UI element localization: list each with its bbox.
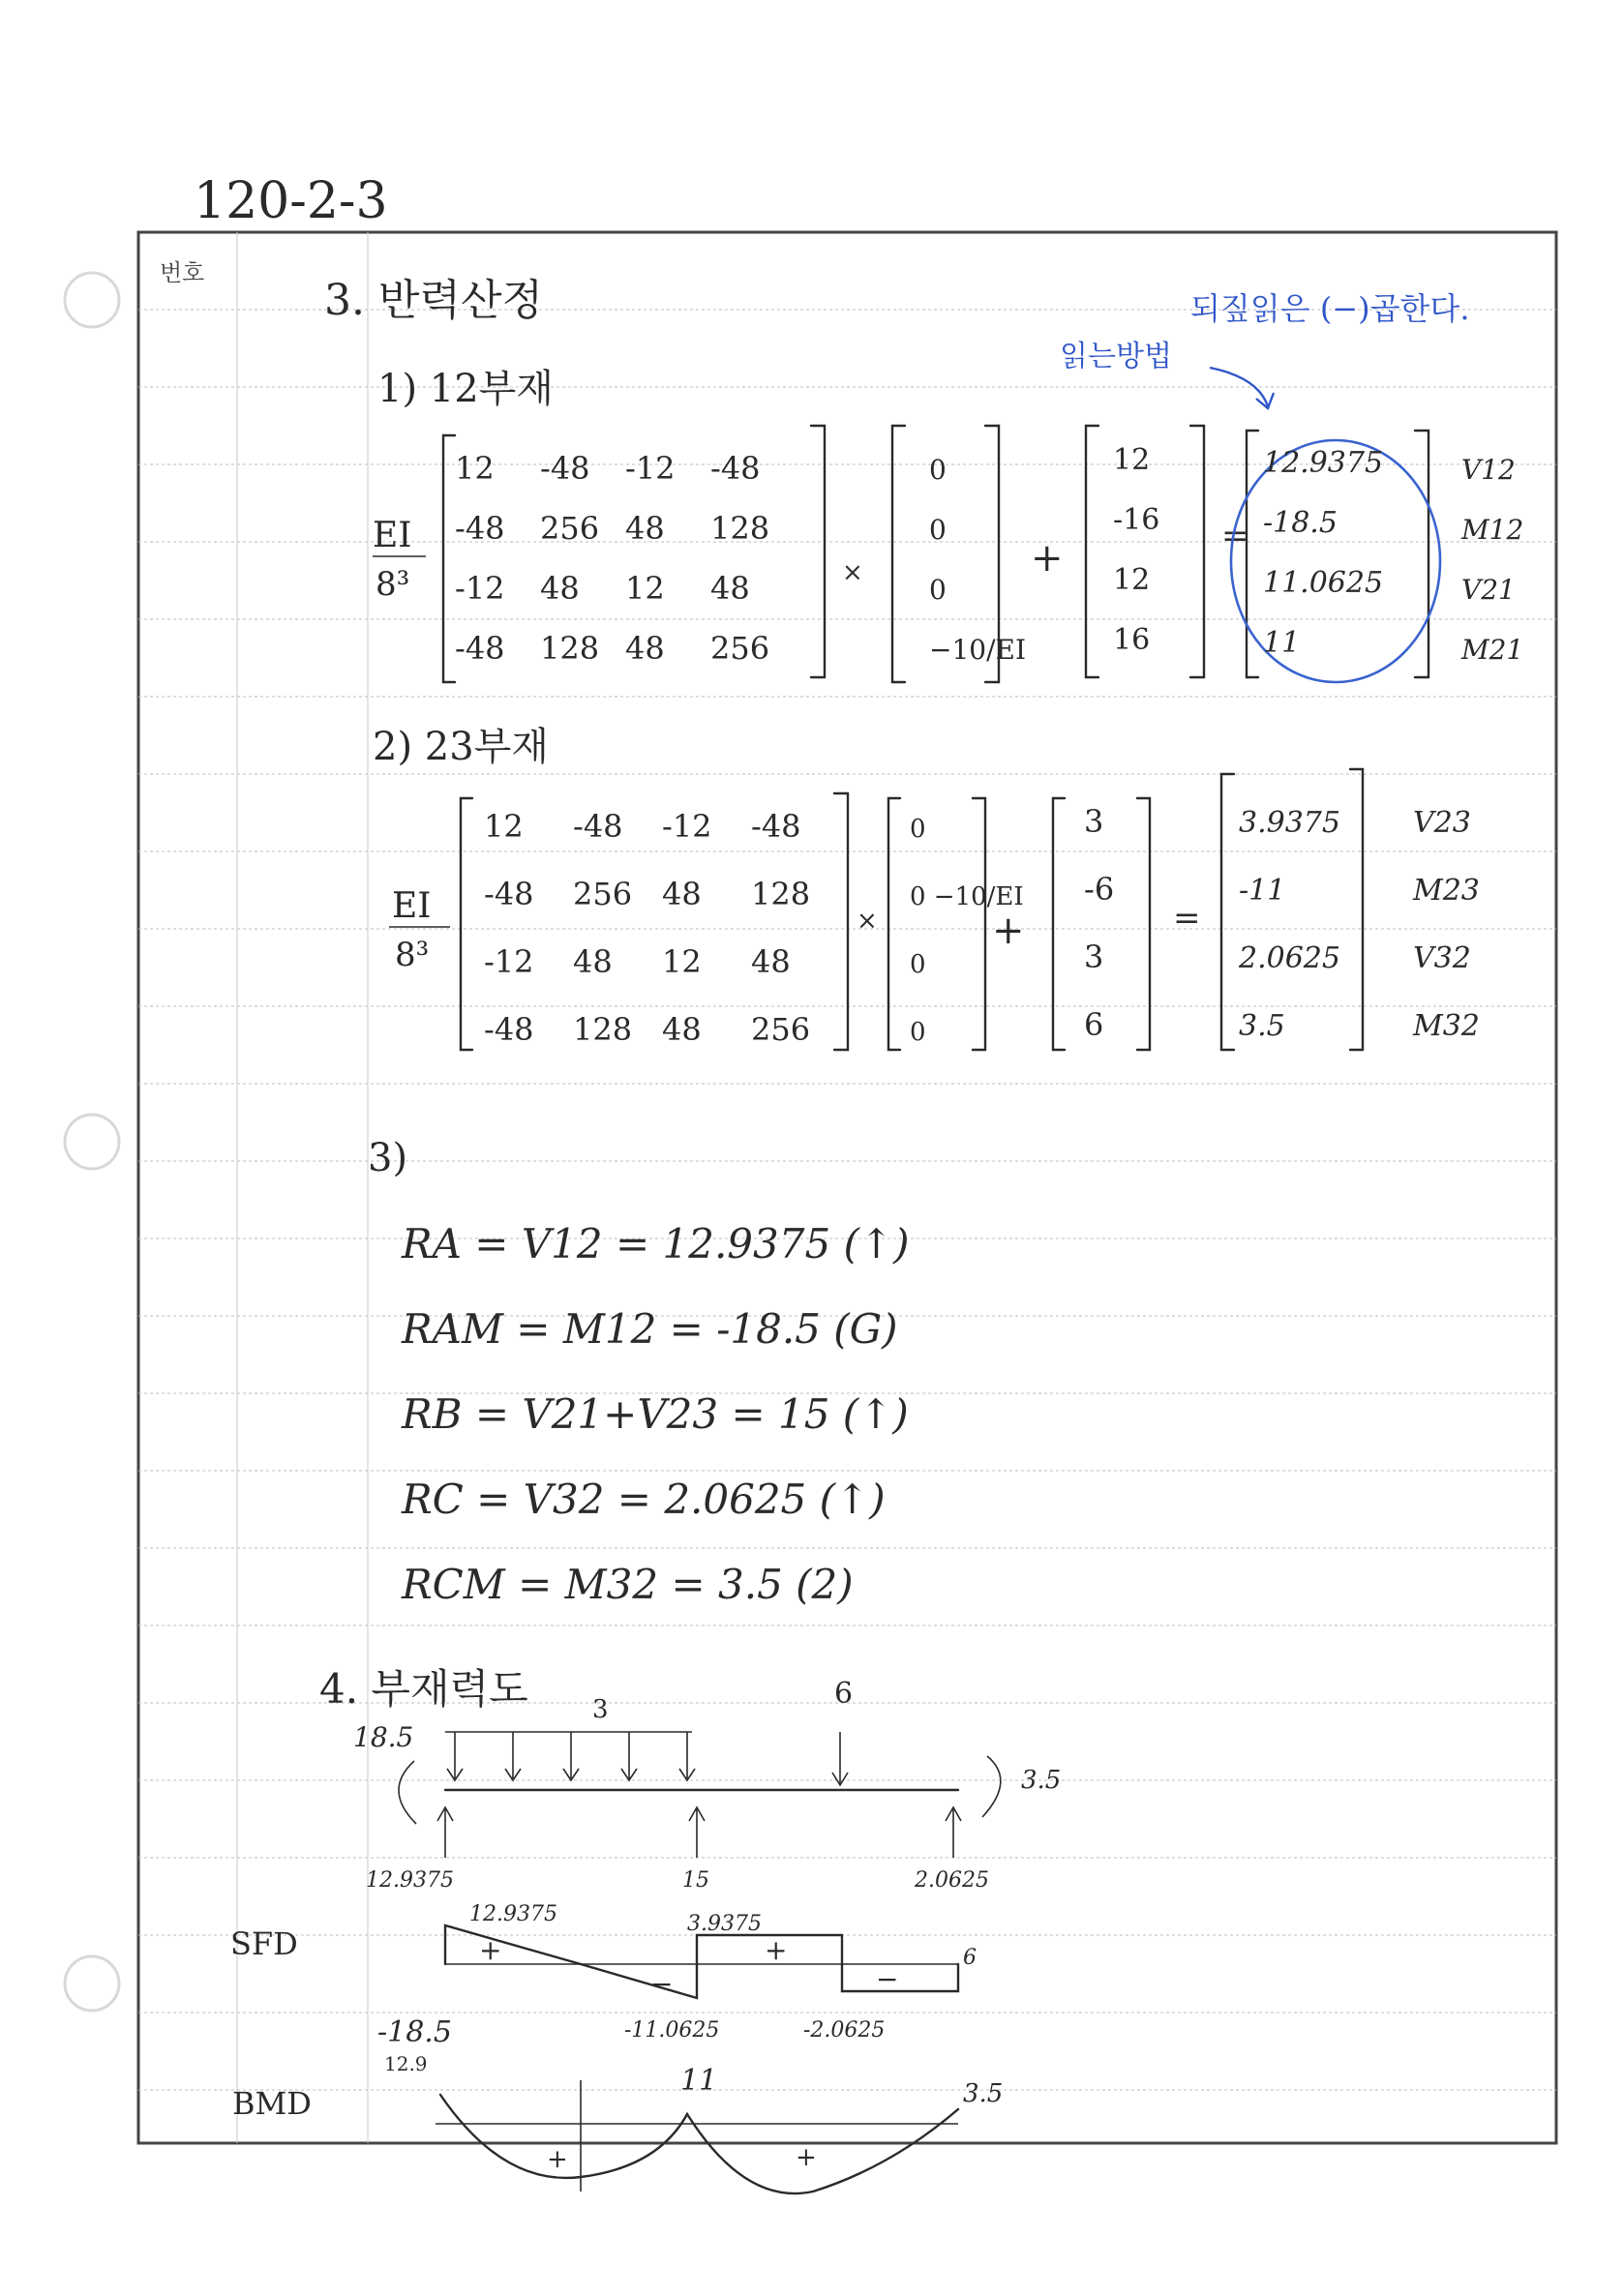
matrix-cell: -48 xyxy=(540,450,590,487)
end-force-value: -18.5 xyxy=(1263,506,1338,540)
reactions-label: 3) xyxy=(368,1136,408,1180)
end-force-name: V23 xyxy=(1413,806,1471,840)
displacement-value: −10/EI xyxy=(929,634,1027,666)
reaction-value: 15 xyxy=(682,1868,709,1893)
bmd-plus: + xyxy=(796,2143,817,2172)
plus-sign: + xyxy=(992,909,1025,953)
binder-hole xyxy=(65,1115,119,1169)
end-force-name: V12 xyxy=(1461,454,1516,486)
bmd-label: BMD xyxy=(232,2085,312,2122)
matrix-cell: 128 xyxy=(710,510,770,547)
fixed-end-value: 6 xyxy=(1084,1006,1104,1043)
end-force-value: 3.5 xyxy=(1239,1009,1285,1043)
binder-hole xyxy=(65,1956,119,2011)
matrix-cell: 256 xyxy=(540,510,600,547)
stiffness-coef-num: EI xyxy=(392,886,432,926)
matrix-cell: 48 xyxy=(662,876,702,912)
matrix-cell: 128 xyxy=(573,1011,633,1048)
matrix-cell: 48 xyxy=(625,510,665,547)
matrix-cell: 48 xyxy=(573,943,613,980)
fixed-end-value: 3 xyxy=(1084,939,1104,975)
times-sign: × xyxy=(857,907,878,936)
sfd-value: -11.0625 xyxy=(624,2018,720,2043)
reaction-line: RA = V12 = 12.9375 (↑) xyxy=(402,1220,910,1267)
left-moment-value: 18.5 xyxy=(353,1721,414,1753)
end-force-name: M12 xyxy=(1461,514,1524,546)
matrix-cell: -48 xyxy=(573,808,623,845)
matrix-cell: -48 xyxy=(455,630,505,667)
bmd-value: 11 xyxy=(680,2064,718,2098)
fixed-end-value: 12 xyxy=(1113,563,1151,597)
sfd-label: SFD xyxy=(230,1925,298,1962)
matrix-cell: 128 xyxy=(751,876,811,912)
udl-value: 3 xyxy=(592,1695,609,1724)
matrix-cell: -48 xyxy=(455,510,505,547)
fixed-end-value: 3 xyxy=(1084,803,1104,840)
displacement-value: 0 xyxy=(929,514,947,546)
header-code: 120-2-3 xyxy=(194,172,388,230)
end-force-value: 2.0625 xyxy=(1239,941,1340,975)
matrix-cell: 12 xyxy=(662,943,702,980)
end-force-name: V21 xyxy=(1461,574,1516,606)
blue-note: 되짚읽은 (−)곱한다. xyxy=(1190,290,1470,327)
field-label: 번호 xyxy=(160,259,205,286)
bmd-value: 3.5 xyxy=(963,2079,1004,2108)
displacement-value: 0 xyxy=(910,950,926,979)
section-title: 4. 부재력도 xyxy=(319,1665,528,1713)
bmd-value: -18.5 xyxy=(377,2015,452,2049)
displacement-value: 0 −10/EI xyxy=(910,882,1024,911)
fixed-end-value: -6 xyxy=(1084,871,1115,908)
fixed-end-value: -16 xyxy=(1113,503,1160,537)
sfd-minus: − xyxy=(650,1968,674,2000)
matrix-cell: 12 xyxy=(625,570,665,607)
end-force-name: V32 xyxy=(1413,941,1471,975)
matrix-cell: -12 xyxy=(625,450,676,487)
fixed-end-value: 16 xyxy=(1113,623,1151,657)
times-sign: × xyxy=(842,558,863,587)
reaction-value: 2.0625 xyxy=(915,1868,989,1893)
end-force-value: -11 xyxy=(1239,874,1286,908)
matrix-cell: 12 xyxy=(455,450,495,487)
plus-sign: + xyxy=(1031,536,1064,581)
end-force-name: M23 xyxy=(1413,874,1480,908)
point-load-value: 6 xyxy=(834,1677,854,1711)
matrix-cell: -12 xyxy=(455,570,505,607)
sfd-value: -2.0625 xyxy=(803,2018,886,2043)
right-moment-value: 3.5 xyxy=(1021,1766,1062,1795)
member-label: 1) 12부재 xyxy=(377,367,554,411)
matrix-cell: -12 xyxy=(662,808,712,845)
matrix-cell: -48 xyxy=(484,876,534,912)
matrix-cell: 48 xyxy=(751,943,791,980)
sfd-value: 12.9375 xyxy=(469,1902,557,1926)
reaction-value: 12.9375 xyxy=(366,1868,454,1893)
matrix-cell: -12 xyxy=(484,943,534,980)
sfd-value: 3.9375 xyxy=(687,1912,762,1936)
matrix-cell: 48 xyxy=(625,630,665,667)
stiffness-coef-num: EI xyxy=(373,516,412,555)
page-frame xyxy=(138,232,1556,2143)
matrix-cell: 256 xyxy=(710,630,770,667)
bmd-left-value: 12.9 xyxy=(384,2052,428,2075)
reaction-line: RCM = M32 = 3.5 (2) xyxy=(402,1561,854,1608)
matrix-cell: 256 xyxy=(751,1011,811,1048)
fixed-end-value: 12 xyxy=(1113,443,1151,477)
matrix-cell: 256 xyxy=(573,876,633,912)
displacement-value: 0 xyxy=(910,815,926,844)
stiffness-coef-den: 8³ xyxy=(395,936,430,974)
bmd-plus: + xyxy=(547,2145,568,2174)
end-force-value: 12.9375 xyxy=(1263,446,1384,480)
displacement-value: 0 xyxy=(929,454,947,486)
reaction-line: RB = V21+V23 = 15 (↑) xyxy=(402,1390,909,1438)
sfd-end-value: 6 xyxy=(963,1946,977,1970)
equals-sign: = xyxy=(1173,899,1201,938)
sfd-plus: + xyxy=(479,1934,502,1966)
member-label: 2) 23부재 xyxy=(373,725,549,769)
blue-note: 읽는방법 xyxy=(1060,340,1172,373)
matrix-cell: 48 xyxy=(540,570,580,607)
end-force-name: M32 xyxy=(1413,1009,1480,1043)
reaction-line: RAM = M12 = -18.5 (G) xyxy=(402,1305,898,1353)
end-force-name: M21 xyxy=(1461,634,1524,666)
sfd-minus: − xyxy=(876,1963,899,1995)
matrix-cell: -48 xyxy=(484,1011,534,1048)
end-force-value: 11 xyxy=(1263,626,1301,660)
sfd-plus: + xyxy=(765,1934,788,1966)
matrix-cell: 48 xyxy=(710,570,750,607)
displacement-value: 0 xyxy=(910,1018,926,1047)
end-force-value: 11.0625 xyxy=(1263,566,1384,600)
matrix-cell: -48 xyxy=(751,808,801,845)
displacement-value: 0 xyxy=(929,574,947,606)
matrix-cell: 48 xyxy=(662,1011,702,1048)
equals-sign: = xyxy=(1221,517,1249,555)
end-force-value: 3.9375 xyxy=(1239,806,1340,840)
section-title: 3. 반력산정 xyxy=(324,276,543,325)
matrix-cell: -48 xyxy=(710,450,761,487)
binder-hole xyxy=(65,273,119,327)
stiffness-coef-den: 8³ xyxy=(376,565,410,604)
matrix-cell: 128 xyxy=(540,630,600,667)
matrix-cell: 12 xyxy=(484,808,524,845)
reaction-line: RC = V32 = 2.0625 (↑) xyxy=(402,1476,886,1523)
